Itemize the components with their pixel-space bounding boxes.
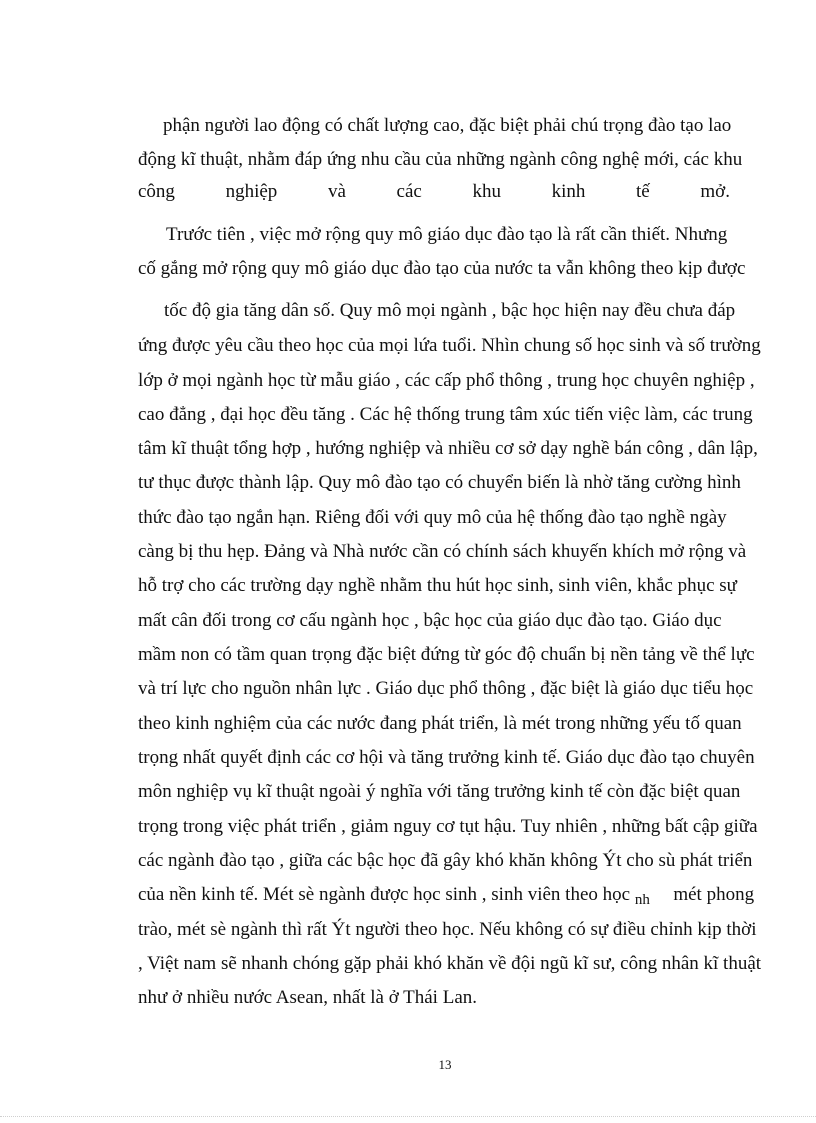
text-line-5: cố gắng mở rộng quy mô giáo dục đào tạo của nước ta vẫn không theo kịp được — [138, 258, 746, 279]
text-line-24: trào, mét sè ngành thì rất Ýt người theo học. Nếu không có sự điều chỉnh kịp thời — [138, 919, 757, 940]
text-line-17: và trí lực cho nguồn nhân lực . Giáo dục phổ thông , đặc biệt là giáo dục tiểu học — [138, 678, 754, 699]
justified-word: công — [138, 181, 175, 202]
split-line-fragment: nh — [634, 892, 650, 908]
text-line-7: ứng được yêu cầu theo học của mọi lứa tuổi. Nhìn chung số học sinh và số trường — [138, 335, 761, 356]
justified-word: các — [396, 181, 422, 202]
text-line-23 — [138, 884, 754, 907]
text-line-19: trọng nhất quyết định các cơ hội và tăng trưởng kinh tế. Giáo dục đào tạo chuyên — [138, 747, 755, 768]
text-line-15: mất cân đối trong cơ cấu ngành học , bậc học của giáo dục đào tạo. Giáo dục — [138, 610, 722, 631]
text-line-22: các ngành đào tạo , giữa các bậc học đã gây khó khăn không Ýt cho sù phát triển — [138, 850, 753, 871]
text-line-21: trọng trong việc phát triển , giảm nguy cơ tụt hậu. Tuy nhiên , những bất cập giữa — [138, 816, 758, 837]
text-line-1: phận người lao động có chất lượng cao, đặc biệt phải chú trọng đào tạo lao — [163, 115, 732, 136]
text-line-20: môn nghiệp vụ kĩ thuật ngoài ý nghĩa với tăng trưởng kinh tế còn đặc biệt quan — [138, 781, 741, 802]
text-line-10: tâm kĩ thuật tổng hợp , hướng nghiệp và nhiều cơ sở dạy nghề bán công , dân lập, — [138, 438, 758, 459]
text-line-26: như ở nhiều nước Asean, nhất là ở Thái Lan. — [138, 987, 478, 1008]
justified-word: khu — [472, 181, 501, 202]
text-line-9: cao đẳng , đại học đều tăng . Các hệ thống trung tâm xúc tiến việc làm, các trung — [138, 404, 753, 425]
text-line-16: mầm non có tầm quan trọng đặc biệt đứng từ góc độ chuẩn bị nền tảng về thể lực — [138, 644, 755, 665]
justified-word: nghiệp — [225, 181, 278, 202]
split-line-before: của nền kinh tế. Mét sè ngành được học sinh , sinh viên theo học — [138, 884, 631, 905]
text-line-12: thức đào tạo ngắn hạn. Riêng đối với quy mô của hệ thống đào tạo nghề ngày — [138, 507, 727, 528]
page-number: 13 — [438, 1057, 452, 1072]
text-line-6: tốc độ gia tăng dân số. Quy mô mọi ngành , bậc học hiện nay đều chưa đáp — [164, 300, 736, 321]
text-line-8: lớp ở mọi ngành học từ mẫu giáo , các cấp phổ thông , trung học chuyên nghiệp , — [138, 370, 755, 391]
text-line-11: tư thục được thành lập. Quy mô đào tạo có chuyển biến là nhờ tăng cường hình — [138, 472, 741, 493]
justified-line — [138, 181, 730, 203]
text-line-18: theo kinh nghiệm của các nước đang phát triển, là mét trong những yếu tố quan — [138, 713, 742, 734]
justified-word: kinh — [551, 181, 586, 202]
split-line-after: mét phong — [673, 884, 755, 905]
justified-word: tế — [636, 181, 650, 202]
text-line-13: càng bị thu hẹp. Đảng và Nhà nước cần có chính sách khuyến khích mở rộng và — [138, 541, 747, 562]
justified-word: mở. — [700, 181, 730, 202]
page-edge-divider — [0, 1116, 816, 1117]
text-line-4: Trước tiên , việc mở rộng quy mô giáo dục đào tạo là rất cần thiết. Nhưng — [166, 224, 728, 245]
text-line-2: động kĩ thuật, nhằm đáp ứng nhu cầu của những ngành công nghệ mới, các khu — [138, 149, 743, 170]
text-line-14: hỗ trợ cho các trường dạy nghề nhằm thu hút học sinh, sinh viên, khắc phục sự — [138, 575, 737, 596]
text-line-25: , Việt nam sẽ nhanh chóng gặp phải khó khăn về đội ngũ kĩ sư, công nhân kĩ thuật — [138, 953, 762, 974]
justified-word: và — [327, 181, 346, 202]
